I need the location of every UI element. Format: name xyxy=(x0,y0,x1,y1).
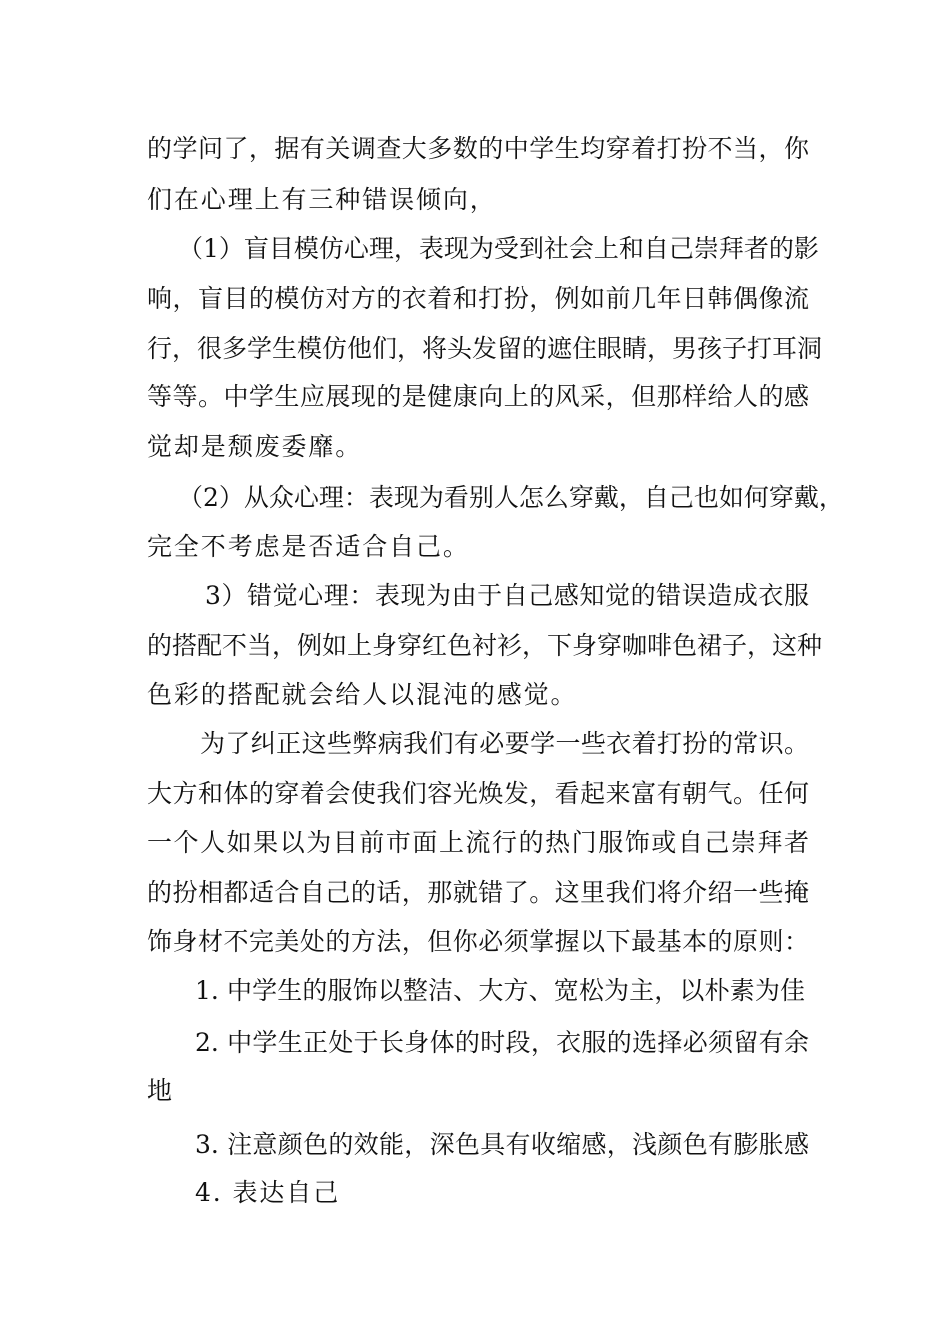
text-line: 地 xyxy=(147,1076,174,1105)
list-item: 4. 表达自己 xyxy=(195,1178,341,1207)
list-item: 1. 中学生的服饰以整洁、大方、宽松为主，以朴素为佳 xyxy=(195,976,805,1005)
text-line: 大方和体的穿着会使我们容光焕发，看起来富有朝气。任何 xyxy=(147,779,809,808)
text-line: 的搭配不当，例如上身穿红色衬衫，下身穿咖啡色裙子，这种 xyxy=(147,631,823,660)
text-line: 等等。中学生应展现的是健康向上的风采，但那样给人的感 xyxy=(147,382,809,411)
list-item: 2. 中学生正处于长身体的时段，衣服的选择必须留有余 xyxy=(195,1028,809,1057)
text-line: 饰身材不完美处的方法，但你必须掌握以下最基本的原则： xyxy=(147,927,809,956)
text-line: 色彩的搭配就会给人以混沌的感觉。 xyxy=(147,680,578,709)
list-item: 3. 注意颜色的效能，深色具有收缩感，浅颜色有膨胀感 xyxy=(195,1130,809,1159)
text-line: 觉却是颓废委靡。 xyxy=(147,432,363,461)
text-line: 3）错觉心理：表现为由于自己感知觉的错误造成衣服 xyxy=(205,581,809,610)
text-line: 响，盲目的模仿对方的衣着和打扮，例如前几年日韩偶像流 xyxy=(147,284,809,313)
text-line: 的扮相都适合自己的话，那就错了。这里我们将介绍一些掩 xyxy=(147,878,809,907)
text-line: （1）盲目模仿心理，表现为受到社会上和自己崇拜者的影 xyxy=(178,234,819,263)
text-line: 的学问了，据有关调查大多数的中学生均穿着打扮不当，你 xyxy=(147,134,809,163)
text-line: 行，很多学生模仿他们，将头发留的遮住眼睛，男孩子打耳洞 xyxy=(147,334,823,363)
text-line: 为了纠正这些弊病我们有必要学一些衣着打扮的常识。 xyxy=(200,729,809,758)
text-line: 一个人如果以为目前市面上流行的热门服饰或自己崇拜者 xyxy=(147,828,809,857)
text-line: 完全不考虑是否适合自己。 xyxy=(147,532,470,561)
text-line: 们在心理上有三种错误倾向， xyxy=(147,185,497,214)
text-line: （2）从众心理：表现为看别人怎么穿戴，自己也如何穿戴， xyxy=(178,483,844,512)
